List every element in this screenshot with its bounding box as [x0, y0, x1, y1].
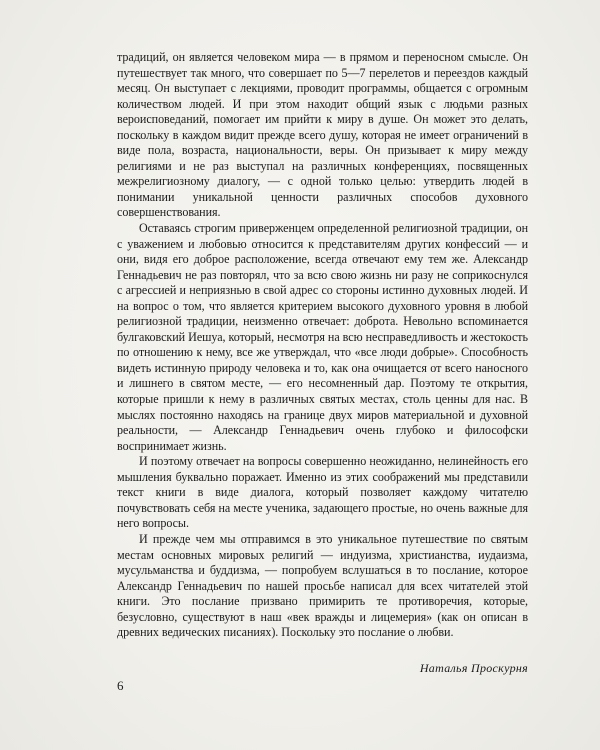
paragraph-3: И поэтому отвечает на вопросы совершенно неожиданно, нелинейность его мышления буквально поражает. Именно из этих соображений мы представили текст книги в виде диалога, который позволяет каждому читателю почувствовать себя на месте ученика, задающего простые, но очень важные для него вопросы. — [117, 454, 528, 531]
paragraph-2: Оставаясь строгим приверженцем определенной религиозной традиции, он с уважением и любовью относится к представителям других конфессий — и они, видя его доброе расположение, всегда отвечают ему тем же. Александр Геннадьевич не раз повторял, что за всю свою жизнь ни разу не соприкоснулся с агрессией и неприязнью в свой адрес со стороны истинно духовных людей. И на вопрос о том, что является критерием высокого духовного уровня в любой религиозной традиции, неизменно отвечает: доброта. Невольно вспоминается булгаковский Иешуа, который, несмотря на всю несправедливость и жестокость по отношению к нему, все же утверждал, что «все люди добрые». Способность видеть истинную природу человека и то, как она очищается от всего наносного и лишнего в святом месте, — его несомненный дар. Поэтому те открытия, которые пришли к нему в различных святых местах, столь ценны для нас. В мыслях постоянно находясь на границе двух миров материальной и духовной реальности, — Александр Геннадьевич очень глубоко и философски воспринимает жизнь. — [117, 221, 528, 453]
author-signature: Наталья Проскурня — [419, 661, 528, 675]
paragraph-1: традиций, он является человеком мира — в прямом и переносном смысле. Он путешествует так много, что совершает по 5—7 перелетов и переездов каждый месяц. Он выступает с лекциями, проводит программы, общается с огромным количеством людей. И при этом находит общий язык с людьми разных вероисповеданий, помогает им прийти к миру в душе. Он может это делать, поскольку в каждом видит прежде всего душу, которая не имеет ограничений в виде пола, возраста, национальности, веры. Он призывает к миру между религиями и не раз выступал на различных конференциях, посвященных межрелигиозному диалогу, — с одной только целью: утвердить людей в понимании уникальной ценности различных способов духовного совершенствования. — [117, 50, 528, 220]
body-text — [117, 50, 528, 641]
paragraph-4: И прежде чем мы отправимся в это уникальное путешествие по святым местам основных мировых религий — индуизма, христианства, иудаизма, мусульманства и буддизма, — попробуем вслушаться в то послание, которое Александр Геннадьевич по нашей просьбе написал для всех читателей этой книги. Это послание призвано примирить те противоречия, которые, безусловно, существуют в наш «век вражды и лицемерия» (как он описан в древних ведических писаниях). Поскольку это послание о любви. — [117, 531, 528, 640]
page-number: 6 — [117, 678, 124, 693]
